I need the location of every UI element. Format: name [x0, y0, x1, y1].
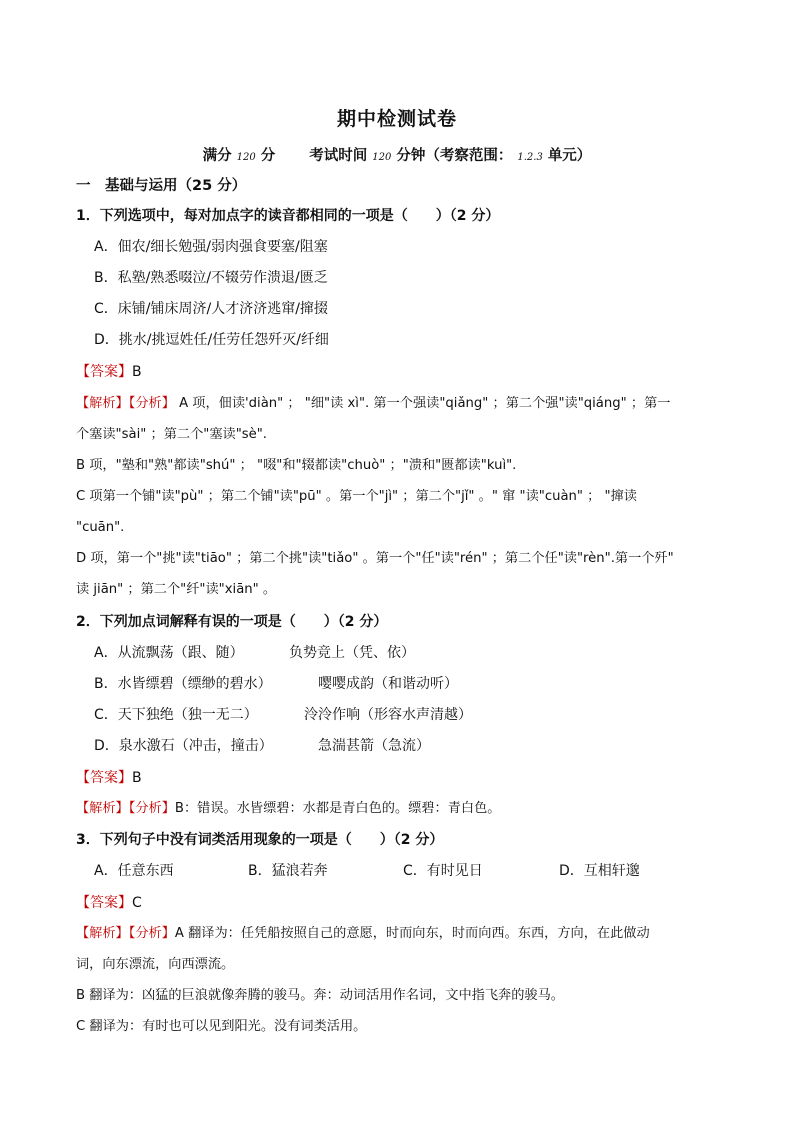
- question-2-answer: [76, 768, 142, 788]
- question-1-analysis-line: "cuān".: [76, 520, 125, 535]
- scope-end: 单元）: [547, 148, 592, 164]
- answer-tag: 【答案】: [76, 770, 132, 786]
- question-2-option-b-right: 嘤嘤成韵（和谐动听）: [318, 676, 458, 692]
- score-value: 120: [236, 152, 256, 163]
- question-2-stem: 2．下列加点词解释有误的一项是（ ）（2 分）: [76, 614, 388, 630]
- question-1-answer: [76, 362, 142, 382]
- question-3-analysis-line: 【解析】【分析】A 翻译为：任凭船按照自己的意愿，时而向东，时而向西。东西，方向，在此做动: [76, 926, 650, 941]
- score-label: 满分: [202, 148, 232, 164]
- scope-value: 1.2.3: [517, 152, 543, 163]
- question-1-option-c: C．床铺/铺床周济/人才济济逃窜/撺掇: [94, 301, 328, 317]
- question-3-stem: 3．下列句子中没有词类活用现象的一项是（ ）（2 分）: [76, 832, 444, 848]
- answer-value: C: [132, 895, 142, 911]
- question-3-analysis-line: C 翻译为：有时也可以见到阳光。没有词类活用。: [76, 1019, 367, 1034]
- section-heading: 一 基础与运用（25 分）: [76, 178, 247, 194]
- question-3-option-a: A．任意东西: [94, 863, 174, 879]
- question-1-analysis-line: 【解析】【分析】 A 项，佃读'diàn" ； "细"读 xì". 第一个强读"qiǎng" ；第二个强"读"qiáng" ；第一: [76, 396, 671, 411]
- question-3-answer: [76, 893, 142, 913]
- question-1-stem: 1．下列选项中，每对加点字的读音都相同的一项是（ ）（2 分）: [76, 208, 500, 224]
- analysis-tag: 【解析】【分析】: [76, 926, 175, 941]
- question-2-option-c-left: C．天下独绝（独一无二）: [94, 707, 258, 723]
- question-1-option-a: A．佃农/细长勉强/弱肉强食要塞/阻塞: [94, 239, 328, 255]
- answer-tag: 【答案】: [76, 895, 132, 911]
- question-2-option-c-right: 泠泠作响（形容水声清越）: [304, 707, 472, 723]
- question-3-option-d: D．互相轩邈: [559, 863, 640, 879]
- question-1-analysis-line: 个塞读"sài" ；第二个"塞读"sè".: [76, 427, 267, 442]
- question-1-analysis-line: D 项，第一个"挑"读"tiāo" ；第二个挑"读"tiǎo" 。第一个"任"读"rén" ；第二个任"读"rèn".第一个歼": [76, 551, 674, 566]
- question-1-analysis-line: C 项第一个铺"读"pù" ；第二个铺"读"pū" 。第一个"jì" ；第二个"jǐ" 。" 窜 "读"cuàn" ； "撺读: [76, 489, 637, 504]
- question-2-option-d-right: 急湍甚箭（急流）: [318, 738, 430, 754]
- question-3-option-b: B．猛浪若奔: [248, 863, 328, 879]
- exam-subtitle: [0, 144, 794, 165]
- question-3-analysis-line: B 翻译为：凶猛的巨浪就像奔腾的骏马。奔：动词活用作名词，文中指飞奔的骏马。: [76, 988, 564, 1003]
- answer-value: B: [132, 364, 142, 380]
- exam-title: 期中检测试卷: [336, 108, 457, 130]
- question-2-option-b-left: B．水皆缥碧（缥缈的碧水）: [94, 676, 272, 692]
- question-1-analysis-line: 读 jiān" ；第二个"纤"读"xiān" 。: [76, 582, 277, 597]
- question-1-analysis-line: B 项，"塾和"熟"都读"shú" ； "啜"和"辍都读"chuò" ；"溃和"匮都读"kuì".: [76, 458, 517, 473]
- answer-tag: 【答案】: [76, 364, 132, 380]
- time-unit: 分钟（考察范围：: [396, 148, 513, 164]
- question-1-option-d: D．挑水/挑逗姓任/任劳任怨歼灭/纤细: [94, 332, 329, 348]
- question-3-analysis-line: 词，向东漂流，向西漂流。: [76, 957, 235, 972]
- question-2-option-d-left: D．泉水激石（冲击，撞击）: [94, 738, 273, 754]
- score-unit: 分: [260, 148, 276, 164]
- answer-value: B: [132, 770, 142, 786]
- time-label: 考试时间: [309, 148, 368, 164]
- question-2-option-a-right: 负势竞上（凭、依）: [289, 645, 415, 661]
- analysis-tag: 【解析】【分析】: [76, 396, 175, 411]
- question-3-option-c: C．有时见日: [403, 863, 483, 879]
- question-2-option-a-left: A．从流飘荡（跟、随）: [94, 645, 244, 661]
- question-1-option-b: B．私塾/熟悉啜泣/不辍劳作溃退/匮乏: [94, 270, 328, 286]
- time-value: 120: [372, 152, 392, 163]
- analysis-tag: 【解析】【分析】: [76, 801, 175, 816]
- question-2-analysis-line: 【解析】【分析】B：错误。水皆缥碧：水都是青白色的。缥碧：青白色。: [76, 801, 501, 816]
